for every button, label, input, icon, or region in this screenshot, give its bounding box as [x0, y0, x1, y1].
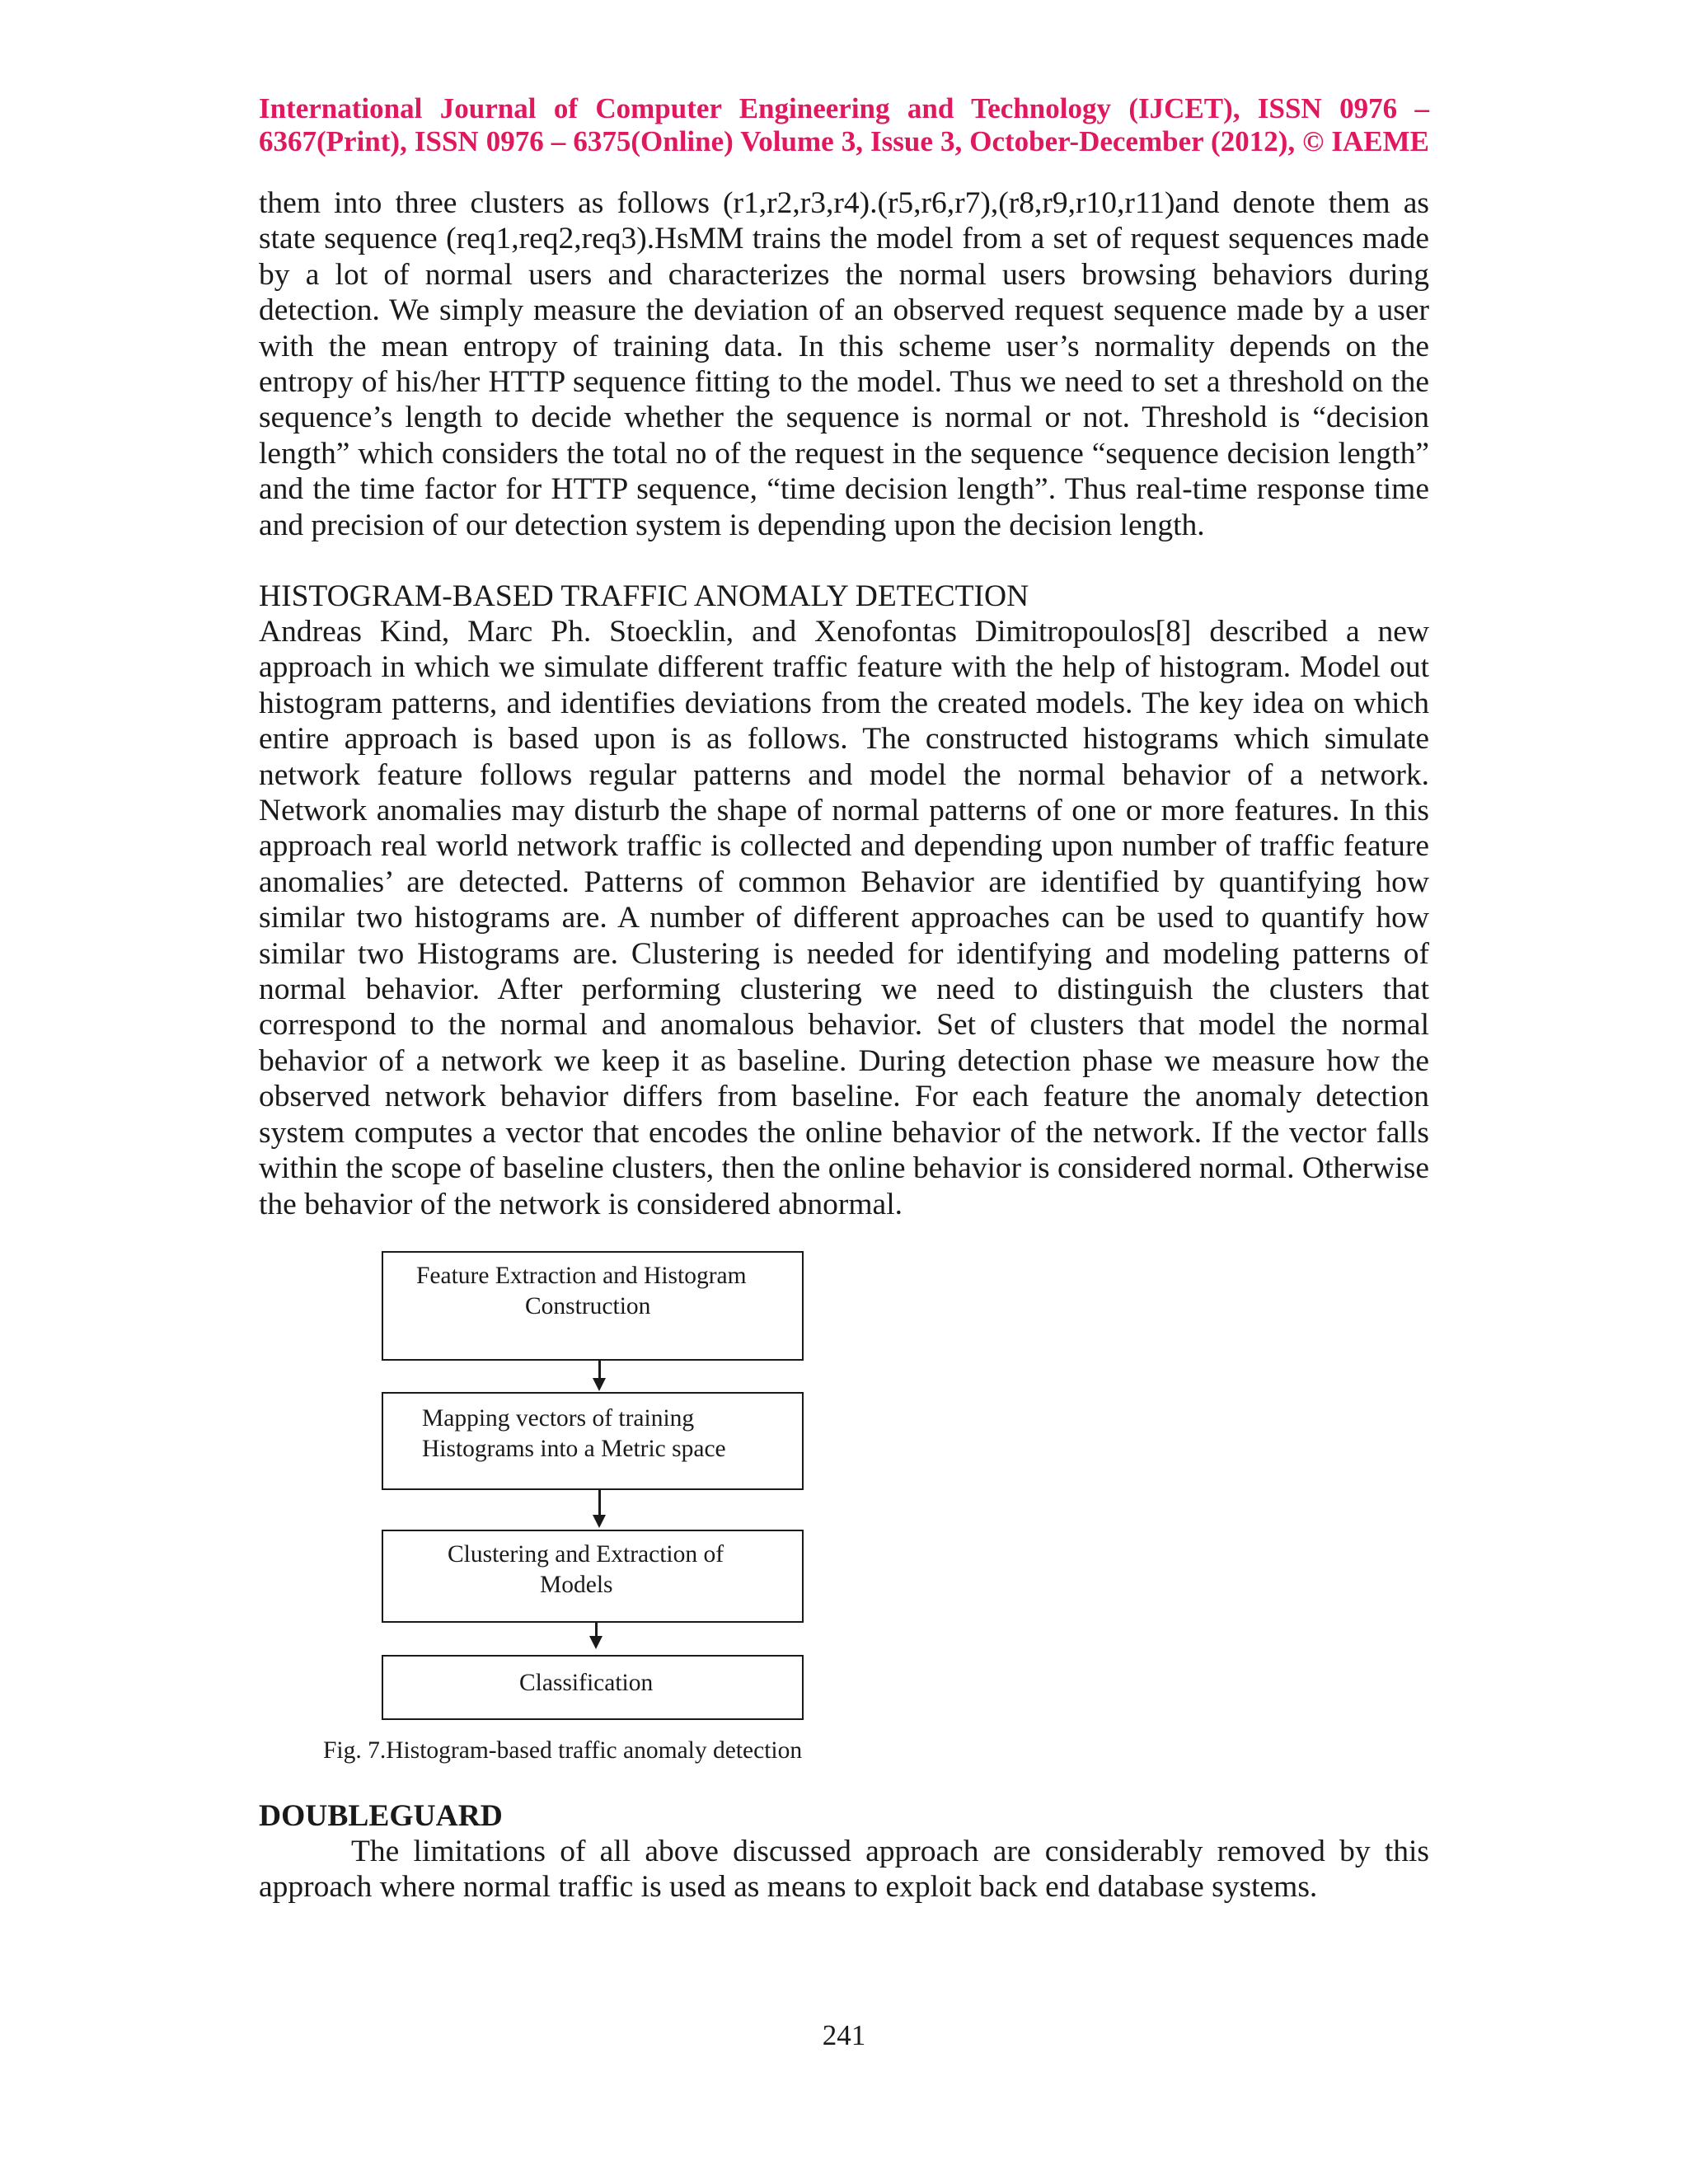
- box-text-line: Construction: [525, 1293, 651, 1319]
- flowchart-arrowhead-3: [589, 1636, 603, 1649]
- box-text-line: Models: [540, 1572, 613, 1598]
- box-text-line: Feature Extraction and Histogram: [416, 1263, 747, 1289]
- journal-header: [259, 92, 1429, 158]
- journal-header-line1: International Journal of Computer Engineering and Technology (IJCET), ISSN 0976 –: [259, 92, 1429, 124]
- box-text-line: Histograms into a Metric space: [422, 1436, 726, 1462]
- flowchart-arrowhead-2: [593, 1515, 606, 1528]
- paragraph-doubleguard: [259, 1834, 1429, 1905]
- flowchart-arrowhead-1: [593, 1378, 606, 1391]
- journal-header-line2: 6367(Print), ISSN 0976 – 6375(Online) Volume 3, Issue 3, October-December (2012), © IAEME: [259, 125, 1429, 157]
- box-text-line: Clustering and Extraction of: [448, 1541, 724, 1568]
- box-text-line: Classification: [519, 1670, 654, 1696]
- paragraph-doubleguard-text: The limitations of all above discussed approach are considerably removed by this approach where normal traffic is used as means to exploit back end database systems.: [259, 1835, 1429, 1905]
- section-heading-doubleguard: DOUBLEGUARD: [259, 1799, 503, 1833]
- page-number: 241: [822, 2019, 866, 2051]
- box-text-line: Mapping vectors of training: [422, 1405, 695, 1432]
- figure-caption: Fig. 7.Histogram-based traffic anomaly detection: [323, 1737, 803, 1764]
- flowchart-arrow-1: [598, 1361, 601, 1380]
- paragraph-hsmm: them into three clusters as follows (r1,r2,r3,r4).(r5,r6,r7),(r8,r9,r10,r11)and denote them as state sequence (req1,req2,req3).HsMM trains the model from a set of request sequences made by a lot of normal users and characterizes the normal users browsing behaviors during detection. We simply measure the deviation of an observed request sequence made by a user with the mean entropy of training data. In this scheme user’s normality depends on the entropy of his/her HTTP sequence fitting to the model. Thus we need to set a threshold on the sequence’s length to decide whether the sequence is normal or not. Threshold is “decision length” which considers the total no of the request in the sequence “sequence decision length” and the time factor for HTTP sequence, “time decision length”. Thus real-time response time and precision of our detection system is depending upon the decision length.: [259, 186, 1429, 542]
- section-heading-histogram: HISTOGRAM-BASED TRAFFIC ANOMALY DETECTION: [259, 579, 1029, 613]
- flowchart-box-feature-extraction: [382, 1251, 804, 1361]
- flowchart-box-mapping-vectors: [382, 1392, 804, 1490]
- flowchart-box-classification: [382, 1655, 804, 1720]
- flowchart-box-clustering: [382, 1530, 804, 1623]
- flowchart-arrow-2: [598, 1490, 601, 1516]
- paragraph-histogram: Andreas Kind, Marc Ph. Stoecklin, and Xenofontas Dimitropoulos[8] described a new approach in which we simulate different traffic feature with the help of histogram. Model out histogram patterns, and identifies deviations from the created models. The key idea on which entire approach is based upon is as follows. The constructed histograms which simulate network feature follows regular patterns and model the normal behavior of a network. Network anomalies may disturb the shape of normal patterns of one or more features. In this approach real world network traffic is collected and depending upon number of traffic feature anomalies’ are detected. Patterns of common Behavior are identified by quantifying how similar two histograms are. A number of different approaches can be used to quantify how similar two Histograms are. Clustering is needed for identifying and modeling patterns of normal behavior. After performing clustering we need to distinguish the clusters that correspond to the normal and anomalous behavior. Set of clusters that model the normal behavior of a network we keep it as baseline. During detection phase we measure how the observed network behavior differs from baseline. For each feature the anomaly detection system computes a vector that encodes the online behavior of the network. If the vector falls within the scope of baseline clusters, then the online behavior is considered normal. Otherwise the behavior of the network is considered abnormal.: [259, 615, 1429, 1221]
